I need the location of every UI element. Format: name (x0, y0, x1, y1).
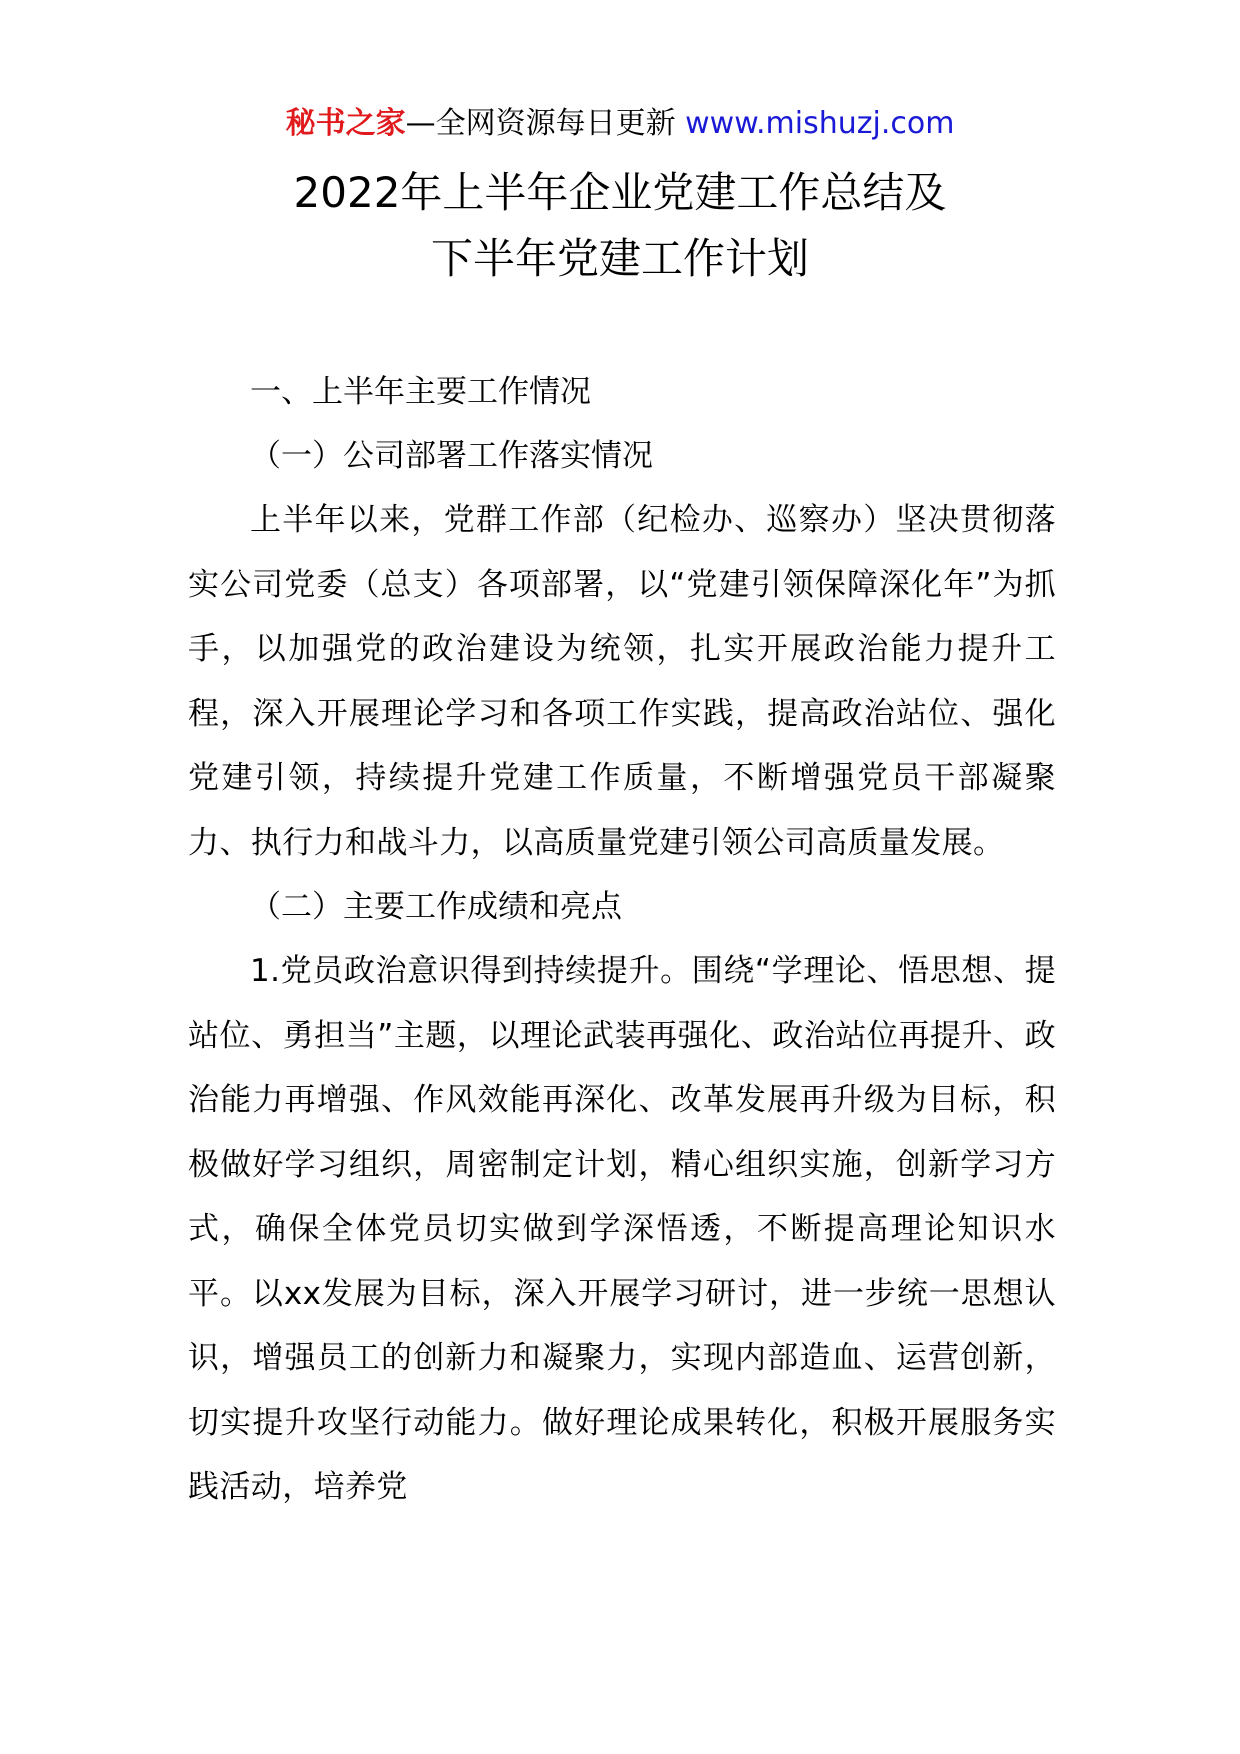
subsection-heading-1: （一）公司部署工作落实情况 (250, 438, 653, 474)
document-title-line-1: 2022年上半年企业党建工作总结及 (293, 168, 947, 217)
brand-name: 秘书之家 (285, 106, 406, 141)
paragraph-1: 上半年以来，党群工作部（纪检办、巡察办）坚决贯彻落实公司党委（总支）各项部署，以“党建引领保障深化年”为抓手，以加强党的政治建设为统领，扎实开展政治能力提升工程，深入开展理论学习和各项工作实践，提高政治站位、强化党建引领，持续提升党建工作质量，不断增强党员干部凝聚力、执行力和战斗力，以高质量党建引领公司高质量发展。 (188, 502, 1056, 861)
header-tagline: —全网资源每日更新 (405, 106, 686, 141)
document-body (188, 360, 1056, 1520)
subsection-heading-2: （二）主要工作成绩和亮点 (250, 889, 622, 925)
site-header (0, 104, 1240, 144)
section-heading-1: 一、上半年主要工作情况 (250, 374, 591, 410)
paragraph-2: 1.党员政治意识得到持续提升。围绕“学理论、悟思想、提站位、勇担当”主题，以理论武装再强化、政治站位再提升、政治能力再增强、作风效能再深化、改革发展再升级为目标，积极做好学习组织，周密制定计划，精心组织实施，创新学习方式，确保全体党员切实做到学深悟透，不断提高理论知识水平。以xx发展为目标，深入开展学习研讨，进一步统一思想认识，增强员工的创新力和凝聚力，实现内部造血、运营创新，切实提升攻坚行动能力。做好理论成果转化，积极开展服务实践活动，培养党 (188, 953, 1056, 1505)
site-url-link[interactable]: www.mishuzj.com (685, 106, 955, 141)
document-title-line-2: 下半年党建工作计划 (430, 234, 809, 283)
